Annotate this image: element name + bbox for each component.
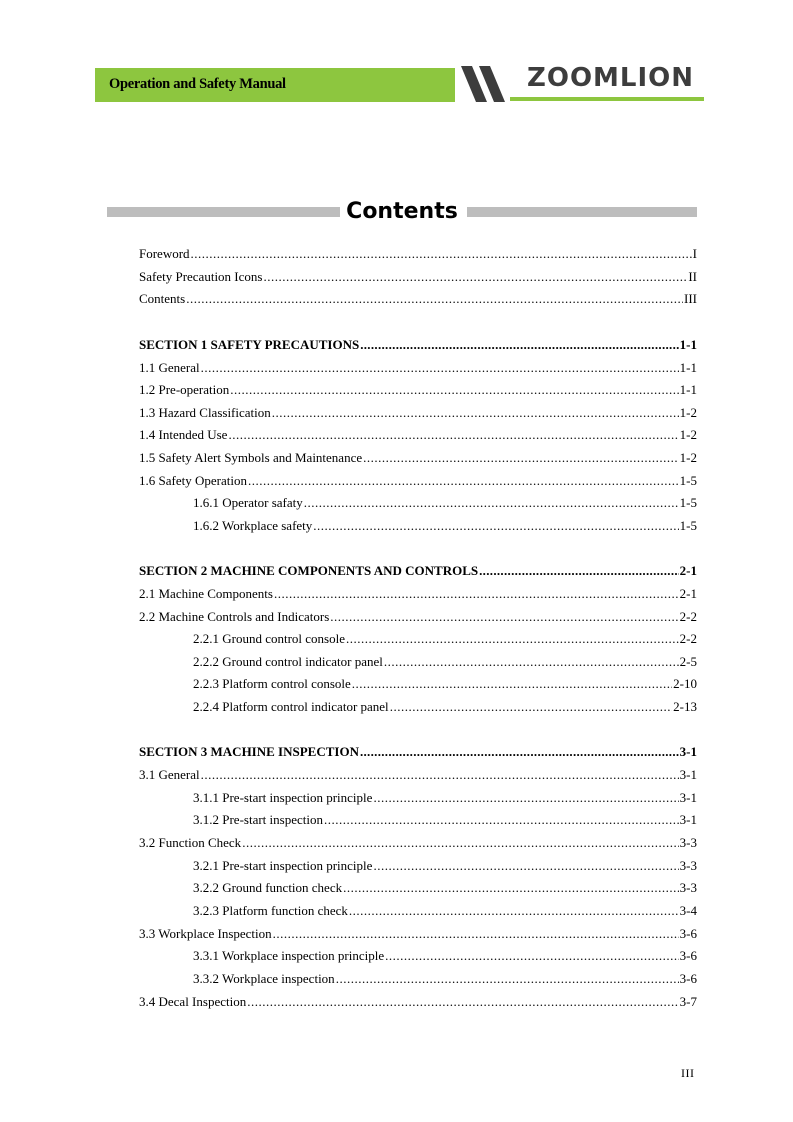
dot-leader [274,585,679,603]
toc-entry [139,698,697,716]
toc-entry-page: 3-1 [679,790,697,805]
toc-entry [139,426,697,444]
dot-leader [385,947,679,965]
toc-entry-page: 1-5 [679,518,697,533]
dot-leader [201,766,679,784]
toc-entry-title: 3.1 General [139,767,200,782]
brand-underline [510,97,704,101]
brand-logo: ZOOMLION [527,63,695,93]
toc-entry-title: 1.5 Safety Alert Symbols and Maintenance [139,450,363,465]
toc-entry-title: SECTION 2 MACHINE COMPONENTS AND CONTROLS [139,563,479,578]
toc-entry-page: 2-1 [679,586,697,601]
toc-entry-page: 3-1 [679,812,697,827]
toc-entry [139,970,697,988]
toc-section-row [139,336,697,354]
toc-entry [139,381,697,399]
toc-entry-page: 1-5 [679,495,697,510]
toc-section-row [139,562,697,580]
toc-entry-page: 3-6 [679,926,697,941]
toc-entry [139,494,697,512]
dot-leader [390,698,672,716]
toc-entry [139,585,697,603]
dot-leader [330,608,678,626]
toc-entry-page: 2-2 [679,631,697,646]
page-header [0,0,793,110]
toc-entry-title: 1.2 Pre-operation [139,382,230,397]
toc-entry-page: II [688,269,697,284]
toc-entry-title: 2.2.1 Ground control console [193,631,346,646]
toc-entry [139,268,697,286]
dot-leader [363,449,679,467]
toc-entry [139,857,697,875]
toc-entry-page: 1-1 [679,360,697,375]
toc-entry-title: Safety Precaution Icons [139,269,263,284]
dot-leader [230,381,678,399]
dot-leader [349,902,679,920]
toc-entry [139,789,697,807]
toc-entry [139,834,697,852]
toc-entry [139,608,697,626]
toc-entry [139,947,697,965]
dot-leader [304,494,679,512]
dot-leader [324,811,679,829]
contents-heading [107,198,697,228]
toc-entry-title: 2.2.4 Platform control indicator panel [193,699,389,714]
toc-entry-page: 2-10 [673,676,697,691]
toc-entry-title: Foreword [139,246,190,261]
toc-entry-page: 3-3 [679,835,697,850]
toc-section-row [139,743,697,761]
toc-entry-title: SECTION 3 MACHINE INSPECTION [139,744,359,759]
toc-entry-title: 3.1.2 Pre-start inspection [193,812,323,827]
page-number: III [681,1066,695,1080]
toc-entry-page: 3-4 [679,903,697,918]
toc-entry [139,675,697,693]
toc-entry [139,290,697,308]
toc-entry-title: 3.1.1 Pre-start inspection principle [193,790,373,805]
toc-entry-page: I [692,246,697,261]
toc-entry [139,993,697,1011]
toc-entry-title: 3.2.3 Platform function check [193,903,348,918]
toc-entry-page: 3-6 [679,971,697,986]
dot-leader [272,404,679,422]
toc-entry-title: 3.3.1 Workplace inspection principle [193,948,385,963]
toc-entry-title: 1.3 Hazard Classification [139,405,271,420]
toc-entry [139,359,697,377]
toc-entry-title: 1.1 General [139,360,200,375]
toc-entry-title: 2.2.2 Ground control indicator panel [193,654,383,669]
dot-leader [479,562,679,580]
dot-leader [343,879,679,897]
toc-entry-page: 2-5 [679,654,697,669]
toc-entry-title: 3.4 Decal Inspection [139,994,247,1009]
toc-entry-title: 2.1 Machine Components [139,586,273,601]
toc-entry [139,517,697,535]
toc-entry-page: 3-3 [679,880,697,895]
toc-entry-title: 1.4 Intended Use [139,427,228,442]
toc-entry-title: SECTION 1 SAFETY PRECAUTIONS [139,337,360,352]
toc-entry-page: 3-7 [679,994,697,1009]
toc-entry-page: 1-1 [679,337,697,352]
dot-leader [242,834,678,852]
dot-leader [360,336,678,354]
dot-leader [360,743,679,761]
toc-entry-title: 3.3.2 Workplace inspection [193,971,335,986]
toc-entry [139,902,697,920]
toc-entry-title: 3.2.2 Ground function check [193,880,343,895]
toc-entry-page: 3-1 [679,744,697,759]
toc-entry-title: 2.2.3 Platform control console [193,676,351,691]
toc-entry [139,404,697,422]
toc-entry-page: 1-5 [679,473,697,488]
dot-leader [313,517,678,535]
toc-entry-page: 3-3 [679,858,697,873]
dot-leader [191,245,692,263]
toc-entry-title: 1.6 Safety Operation [139,473,247,488]
toc-entry [139,653,697,671]
toc-entry-page: 3-1 [679,767,697,782]
toc-entry-page: III [684,291,697,306]
dot-leader [373,857,678,875]
toc-entry [139,925,697,943]
toc-entry-page: 1-2 [679,405,697,420]
dot-leader [346,630,679,648]
toc-entry [139,449,697,467]
toc-entry-page: 1-2 [679,450,697,465]
toc-entry-page: 2-1 [679,563,697,578]
toc-entry-title: 1.6.2 Workplace safety [193,518,313,533]
toc-entry-title: 2.2 Machine Controls and Indicators [139,609,330,624]
zoomlion-stripes-icon [455,66,515,106]
toc-entry [139,472,697,490]
dot-leader [352,675,672,693]
toc-entry-title: Contents [139,291,186,306]
page-title: Contents [346,199,458,224]
toc-entry-title: 3.2 Function Check [139,835,242,850]
dot-leader [228,426,678,444]
dot-leader [201,359,679,377]
toc-entry-page: 2-2 [679,609,697,624]
dot-leader [273,925,679,943]
toc-entry [139,245,697,263]
manual-title: Operation and Safety Manual [109,76,286,92]
dot-leader [373,789,678,807]
toc-entry-page: 1-2 [679,427,697,442]
toc-entry-page: 1-1 [679,382,697,397]
toc-entry-title: 3.2.1 Pre-start inspection principle [193,858,373,873]
toc-entry-title: 3.3 Workplace Inspection [139,926,272,941]
dot-leader [336,970,679,988]
toc-entry-title: 1.6.1 Operator safaty [193,495,303,510]
toc-entry [139,879,697,897]
toc-entry [139,630,697,648]
toc-entry [139,811,697,829]
toc-entry [139,766,697,784]
dot-leader [384,653,679,671]
dot-leader [186,290,683,308]
dot-leader [248,472,679,490]
dot-leader [247,993,678,1011]
toc-entry-page: 2-13 [673,699,697,714]
toc-entry-page: 3-6 [679,948,697,963]
dot-leader [263,268,687,286]
